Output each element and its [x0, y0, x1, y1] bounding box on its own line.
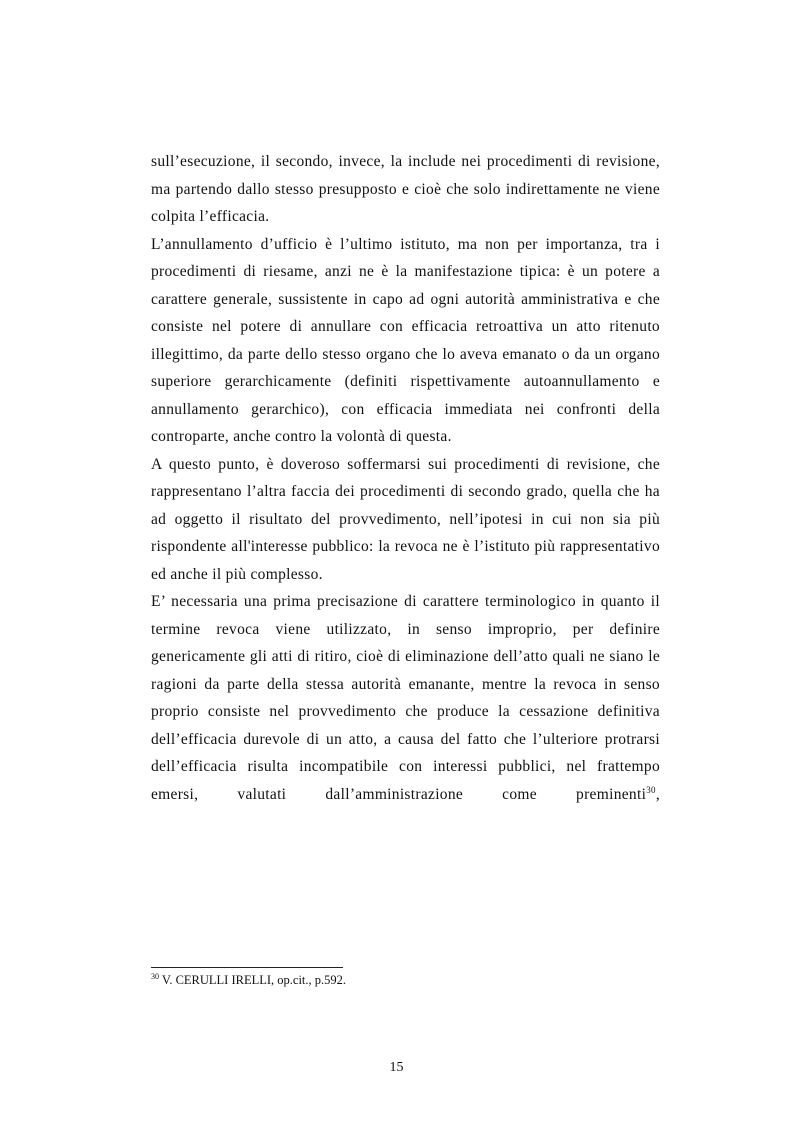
paragraph-4-text: E’ necessaria una prima precisazione di carattere terminologico in quanto il termine revoca viene utilizzato, in senso improprio, per definire genericamente gli atti di ritiro, cioè di eliminazione dell’atto quali ne siano le ragioni da parte della stessa autorità emanante, mentre la revoca in senso proprio consiste nel provvedimento che produce la cessazione definitiva dell’efficacia durevole di un atto, a causa del fatto che l’ulteriore protrarsi dell’efficacia risulta incompatibile con interessi pubblici, nel frattempo emersi, valutati dall’amministrazione come preminenti [151, 593, 660, 803]
footnote-number: 30 [151, 971, 159, 981]
paragraph-2: L’annullamento d’ufficio è l’ultimo istituto, ma non per importanza, tra i procedimenti di riesame, anzi ne è la manifestazione tipica: è un potere a carattere generale, sussistente in capo ad ogni autorità amministrativa e che consiste nel potere di annullare con efficacia retroattiva un atto ritenuto illegittimo, da parte dello stesso organo che lo aveva emanato o da un organo superiore gerarchicamente (definiti rispettivamente autoannullamento e annullamento gerarchico), con efficacia immediata nei confronti della controparte, anche contro la volontà di questa. [151, 235, 660, 445]
footnote-reference[interactable]: 30 [646, 784, 656, 795]
footnote-separator [151, 967, 343, 968]
paragraph-1: sull’esecuzione, il secondo, invece, la include nei procedimenti di revisione, ma partendo dallo stesso presupposto e cioè che solo indirettamente ne viene colpita l’efficacia. [151, 153, 660, 225]
paragraph-4 [151, 588, 660, 808]
footnote [151, 973, 660, 988]
paragraph-3: A questo punto, è doveroso soffermarsi sui procedimenti di revisione, che rappresentano l’altra faccia dei procedimenti di secondo grado, quella che ha ad oggetto il risultato del provvedimento, nell’ipotesi in cui non sia più rispondente all'interesse pubblico: la revoca ne è l’istituto più rappresentativo ed anche il più complesso. [151, 455, 660, 583]
body-text [151, 148, 660, 808]
footnote-text: V. CERULLI IRELLI, op.cit., p.592. [159, 973, 347, 987]
paragraph-4-trailing: , [655, 785, 660, 803]
page-number: 15 [389, 1060, 404, 1075]
